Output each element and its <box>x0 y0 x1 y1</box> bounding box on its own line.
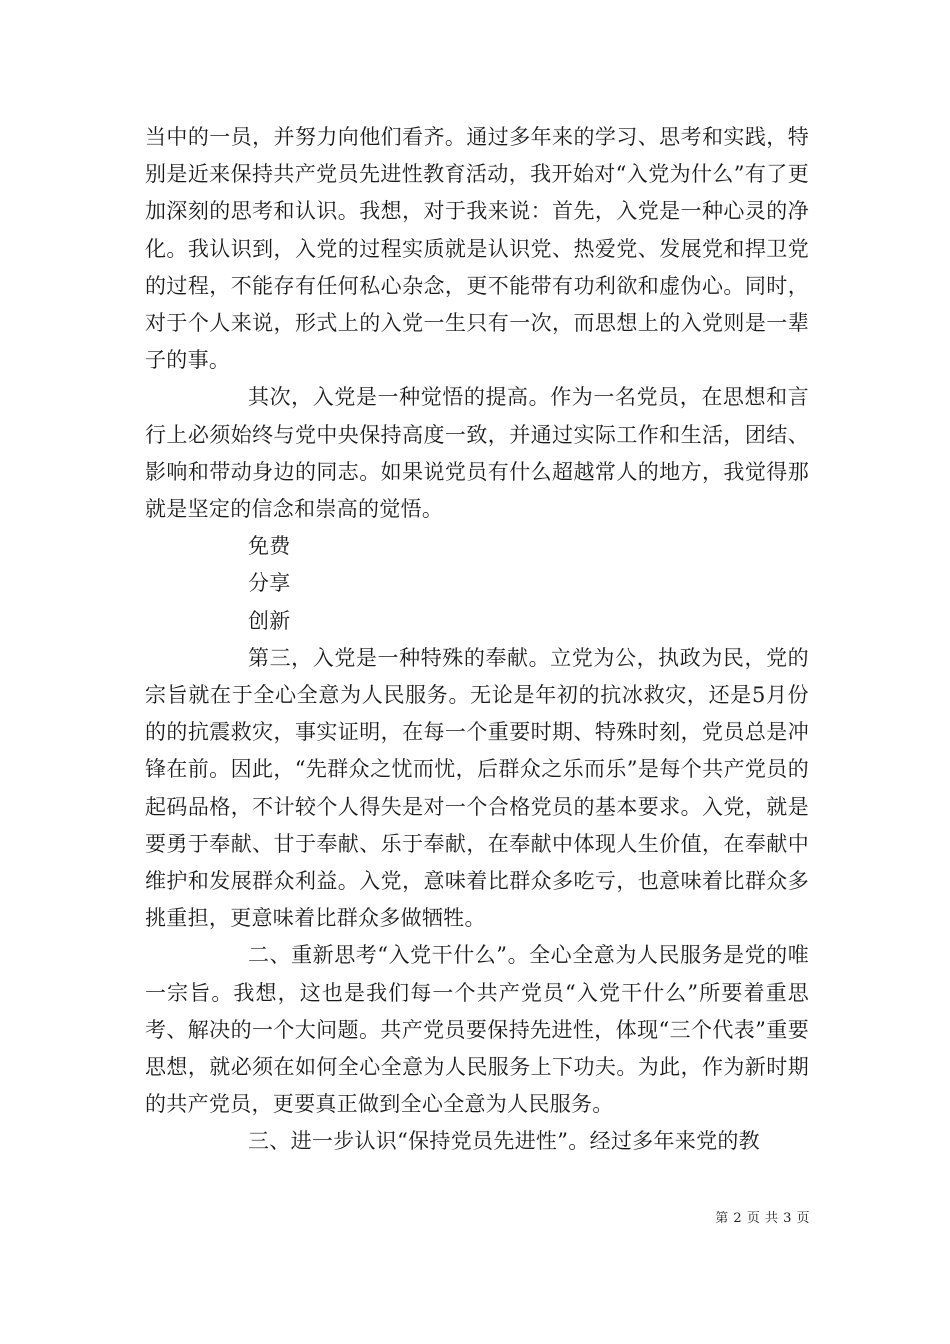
paragraph-section-three: 三、进一步认识“保持党员先进性”。经过多年来党的教 <box>248 1129 760 1154</box>
page-number-footer: 第 2 页 共 3 页 <box>715 1211 810 1226</box>
inline-word-free: 免费 <box>248 534 291 559</box>
paragraph-section-two: 二、重新思考“入党干什么”。全心全意为人民服务是党的唯一宗旨。我想，这也是我们每一个共产党员“入党干什么”所要着重思考、解决的一个大问题。共产党员要保持先进性，体现“三个代表”重要思想，就必须在如何全心全意为人民服务上下功夫。为此，作为新时期的共产党员，更要真正做到全心全意为人民服务。 <box>145 943 809 1117</box>
paragraph-continuation: 当中的一员，并努力向他们看齐。通过多年来的学习、思考和实践，特别是近来保持共产党员先进性教育活动，我开始对“入党为什么”有了更加深刻的思考和认识。我想，对于我来说：首先，入党是一种心灵的净化。我认识到，入党的过程实质就是认识党、热爱党、发展党和捍卫党的过程，不能存有任何私心杂念，更不能带有功利欲和虚伪心。同时，对于个人来说，形式上的入党一生只有一次，而思想上的入党则是一辈子的事。 <box>145 125 809 373</box>
inline-word-innovate: 创新 <box>248 608 291 633</box>
document-body <box>145 119 809 1161</box>
paragraph-second-point: 其次，入党是一种觉悟的提高。作为一名党员，在思想和言行上必须始终与党中央保持高度一致，并通过实际工作和生活，团结、影响和带动身边的同志。如果说党员有什么超越常人的地方，我觉得那就是坚定的信念和崇高的觉悟。 <box>145 385 809 522</box>
inline-word-share: 分享 <box>248 571 291 596</box>
paragraph-third-point: 第三，入党是一种特殊的奉献。立党为公，执政为民，党的宗旨就在于全心全意为人民服务。无论是年初的抗冰救灾，还是5月份的的抗震救灾，事实证明，在每一个重要时期、特殊时刻，党员总是冲锋在前。因此，“先群众之忧而忧，后群众之乐而乐”是每个共产党员的起码品格，不计较个人得失是对一个合格党员的基本要求。入党，就是要勇于奉献、甘于奉献、乐于奉献，在奉献中体现人生价值，在奉献中维护和发展群众利益。入党，意味着比群众多吃亏，也意味着比群众多挑重担，更意味着比群众多做牺牲。 <box>145 645 809 931</box>
